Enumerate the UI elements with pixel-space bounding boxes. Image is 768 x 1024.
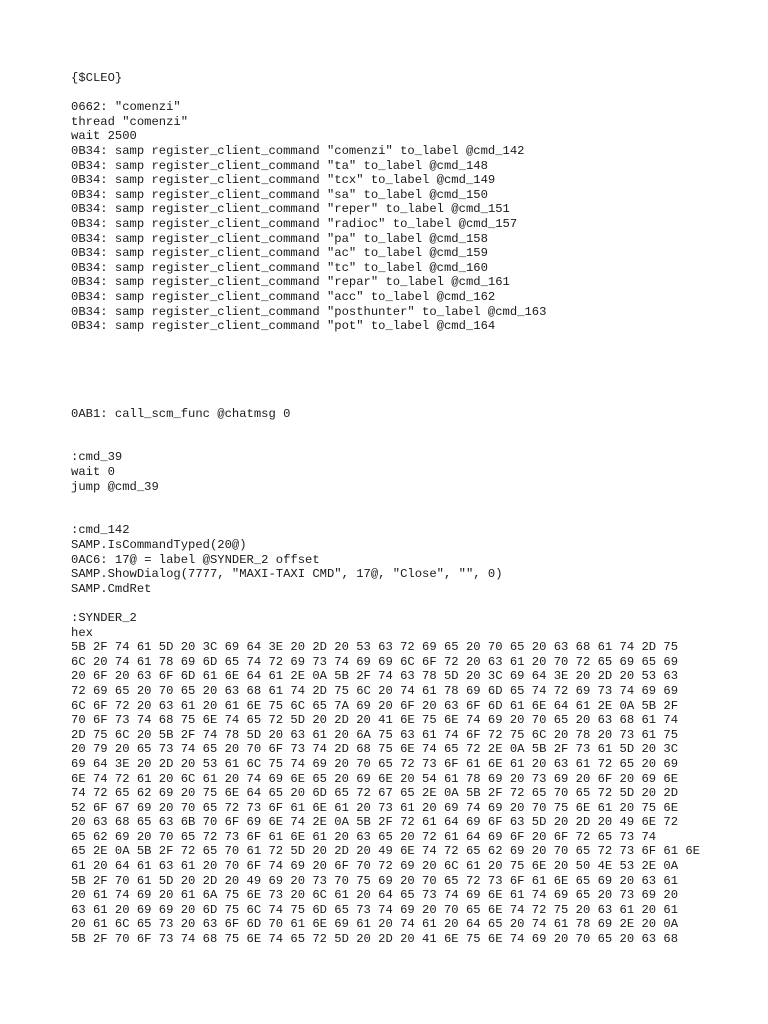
blank-line xyxy=(71,596,711,611)
code-line: 52 6F 67 69 20 70 65 72 73 6F 61 6E 61 20 73 61 20 69 74 69 20 70 75 6E 61 20 75 6E xyxy=(71,800,679,815)
code-line: 5B 2F 70 61 5D 20 2D 20 49 69 20 73 70 75 69 20 70 65 72 73 6F 61 6E 65 69 20 63 61 xyxy=(71,873,679,888)
code-line: 61 20 64 61 63 61 20 70 6F 74 69 20 6F 70 72 69 20 6C 61 20 75 6E 20 50 4E 53 2E 0A xyxy=(71,859,679,874)
code-line: 6C 6F 72 20 63 61 20 61 6E 75 6C 65 7A 69 20 6F 20 63 6F 6D 61 6E 64 61 2E 0A 5B 2F xyxy=(71,698,679,713)
code-line: 20 79 20 65 73 74 65 20 70 6F 73 74 2D 68 75 6E 74 65 72 2E 0A 5B 2F 73 61 5D 20 3C xyxy=(71,742,679,757)
code-line: SAMP.IsCommandTyped(20@) xyxy=(71,538,247,552)
code-line: 0662: "comenzi" xyxy=(71,100,181,115)
blank-line xyxy=(71,334,711,349)
code-line: :SYNDER_2 xyxy=(71,610,137,625)
code-line: 0B34: samp register_client_command "repar" to_label @cmd_161 xyxy=(71,275,510,290)
code-line: 69 64 3E 20 2D 20 53 61 6C 75 74 69 20 70 65 72 73 6F 61 6E 61 20 63 61 72 65 20 69 xyxy=(71,756,679,771)
code-line: SAMP.CmdRet xyxy=(71,581,152,596)
blank-line xyxy=(71,377,711,392)
code-line: 70 6F 73 74 68 75 6E 74 65 72 5D 20 2D 20 41 6E 75 6E 74 69 20 70 65 20 63 68 61 74 xyxy=(71,713,679,728)
blank-line xyxy=(71,421,711,436)
code-line: 0B34: samp register_client_command "acc" to_label @cmd_162 xyxy=(71,289,496,304)
code-line: wait 2500 xyxy=(71,129,137,144)
code-line: 63 61 20 69 69 20 6D 75 6C 74 75 6D 65 73 74 69 20 70 65 6E 74 72 75 20 63 61 20 61 xyxy=(71,902,679,917)
blank-line xyxy=(71,363,711,378)
code-line: :cmd_142 xyxy=(71,523,130,538)
code-line: 0B34: samp register_client_command "ta" to_label @cmd_148 xyxy=(71,158,488,173)
code-line: 0AC6: 17@ = label @SYNDER_2 offset xyxy=(71,552,320,567)
code-line: 20 6F 20 63 6F 6D 61 6E 64 61 2E 0A 5B 2F 74 63 78 5D 20 3C 69 64 3E 20 2D 20 53 63 xyxy=(71,669,679,684)
code-line: 0B34: samp register_client_command "tcx" to_label @cmd_149 xyxy=(71,173,496,188)
blank-line xyxy=(71,392,711,407)
code-line: 20 61 6C 65 73 20 63 6F 6D 70 61 6E 69 61 20 74 61 20 64 65 20 74 61 78 69 2E 20 0A xyxy=(71,917,679,932)
code-line: 74 72 65 62 69 20 75 6E 64 65 20 6D 65 72 67 65 2E 0A 5B 2F 72 65 70 65 72 5D 20 2D xyxy=(71,786,679,801)
code-line: 0B34: samp register_client_command "comenzi" to_label @cmd_142 xyxy=(71,143,525,158)
code-line: 0B34: samp register_client_command "sa" to_label @cmd_150 xyxy=(71,187,488,202)
code-line: 0B34: samp register_client_command "posthunter" to_label @cmd_163 xyxy=(71,304,547,319)
code-line: 5B 2F 70 6F 73 74 68 75 6E 74 65 72 5D 20 2D 20 41 6E 75 6E 74 69 20 70 65 20 63 68 xyxy=(71,932,679,947)
code-line: 2D 75 6C 20 5B 2F 74 78 5D 20 63 61 20 6A 75 63 61 74 6F 72 75 6C 20 78 20 73 61 75 xyxy=(71,727,679,742)
blank-line xyxy=(71,436,711,451)
code-line: wait 0 xyxy=(71,465,115,480)
code-line: :cmd_39 xyxy=(71,450,123,465)
code-line: 65 62 69 20 70 65 72 73 6F 61 6E 61 20 63 65 20 72 61 64 69 6F 20 6F 72 65 73 74 xyxy=(71,829,657,844)
code-line: hex xyxy=(71,625,93,640)
code-line: 0B34: samp register_client_command "pot" to_label @cmd_164 xyxy=(71,319,496,334)
code-line: 20 61 74 69 20 61 6A 75 6E 73 20 6C 61 20 64 65 73 74 69 6E 61 74 69 65 20 73 69 20 xyxy=(71,888,679,903)
code-line: 0B34: samp register_client_command "reper" to_label @cmd_151 xyxy=(71,202,510,217)
code-line: 0B34: samp register_client_command "tc" to_label @cmd_160 xyxy=(71,260,488,275)
code-line: 72 69 65 20 70 65 20 63 68 61 74 2D 75 6C 20 74 61 78 69 6D 65 74 72 69 73 74 69 69 xyxy=(71,683,679,698)
code-line: 6C 20 74 61 78 69 6D 65 74 72 69 73 74 69 69 6C 6F 72 20 63 61 20 70 72 65 69 65 69 xyxy=(71,654,679,669)
code-line: {$CLEO} xyxy=(71,71,123,85)
code-line: 0B34: samp register_client_command "pa" to_label @cmd_158 xyxy=(71,231,488,246)
code-line: 65 2E 0A 5B 2F 72 65 70 61 72 5D 20 2D 20 49 6E 74 72 65 62 69 20 70 65 72 73 6F 61 6E xyxy=(71,844,700,859)
code-line: 0B34: samp register_client_command "radioc" to_label @cmd_157 xyxy=(71,216,518,231)
code-line: 5B 2F 74 61 5D 20 3C 69 64 3E 20 2D 20 53 63 72 69 65 20 70 65 20 63 68 61 74 2D 75 xyxy=(71,640,679,655)
code-line: jump @cmd_39 xyxy=(71,479,159,494)
blank-line xyxy=(71,494,711,509)
blank-line xyxy=(71,348,711,363)
blank-line xyxy=(71,86,711,101)
code-document xyxy=(71,71,711,947)
code-line: 0B34: samp register_client_command "ac" to_label @cmd_159 xyxy=(71,246,488,261)
code-line: SAMP.ShowDialog(7777, "MAXI-TAXI CMD", 17@, "Close", "", 0) xyxy=(71,567,503,582)
code-line: 6E 74 72 61 20 6C 61 20 74 69 6E 65 20 69 6E 20 54 61 78 69 20 73 69 20 6F 20 69 6E xyxy=(71,771,679,786)
code-line: 20 63 68 65 63 6B 70 6F 69 6E 74 2E 0A 5B 2F 72 61 64 69 6F 63 5D 20 2D 20 49 6E 72 xyxy=(71,815,679,830)
blank-line xyxy=(71,509,711,524)
code-line: thread "comenzi" xyxy=(71,114,189,129)
code-line: 0AB1: call_scm_func @chatmsg 0 xyxy=(71,406,291,421)
